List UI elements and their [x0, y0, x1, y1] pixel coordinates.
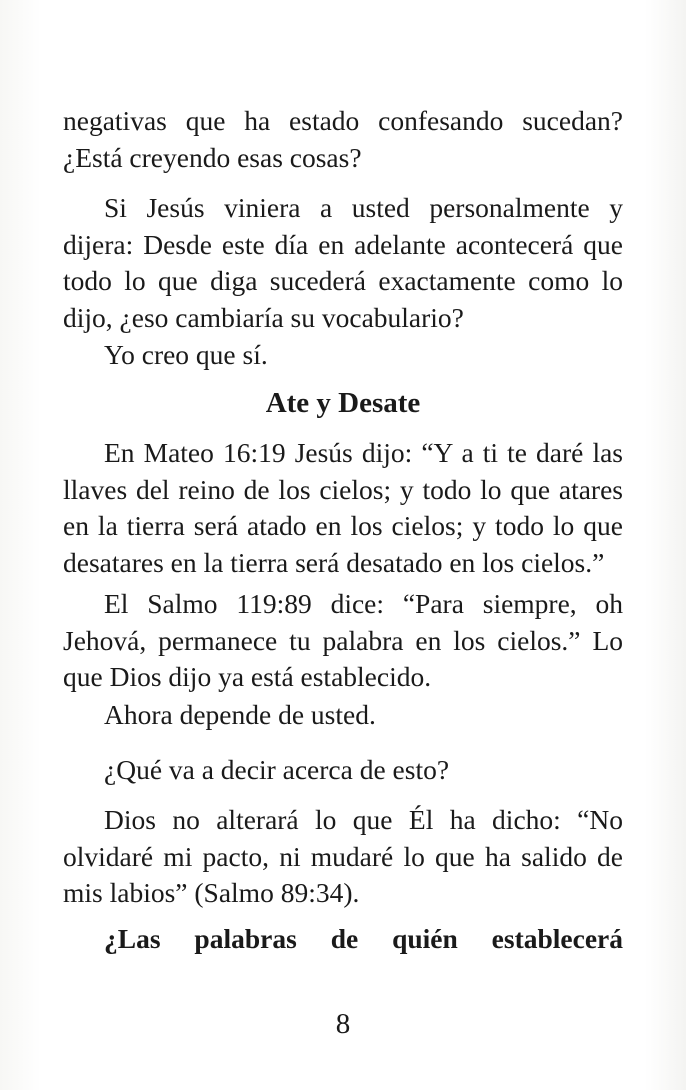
paragraph-hypothetical: Si Jesús viniera a usted personalmente y dijera: Desde este día en adelante acontecerá que todo lo que diga sucederá exactamente como lo dijo, ¿eso cambiaría su vocabulario?: [63, 192, 623, 333]
paragraph-affirmation: Yo creo que sí.: [104, 339, 268, 370]
paragraph-depende: Ahora depende de usted.: [104, 699, 376, 730]
paragraph-salmo-quote: El Salmo 119:89 dice: “Para siempre, oh Jehová, permanece tu palabra en los cielos.” Lo que Dios dijo ya está establecido.: [63, 588, 623, 692]
paragraph-question: ¿Qué va a decir acerca de esto?: [104, 754, 450, 785]
paragraph-mateo-quote: En Mateo 16:19 Jesús dijo: “Y a ti te daré las llaves del reino de los cielos; y todo lo que atares en la tierra será atado en los cielos; y todo lo que desatares en la tierra será desatado en los cielos.”: [63, 437, 623, 578]
paragraph-dios-no-alterara: Dios no alterará lo que Él ha dicho: “No olvidaré mi pacto, ni mudaré lo que ha salido de mis labios” (Salmo 89:34).: [63, 804, 623, 908]
paragraph-continuation: negativas que ha estado confesando sucedan? ¿Está creyendo esas cosas?: [63, 105, 623, 173]
page-number: 8: [335, 1008, 351, 1040]
section-heading: Ate y Desate: [265, 387, 421, 419]
paragraph-bold-question: ¿Las palabras de quién establecerá: [104, 923, 623, 954]
